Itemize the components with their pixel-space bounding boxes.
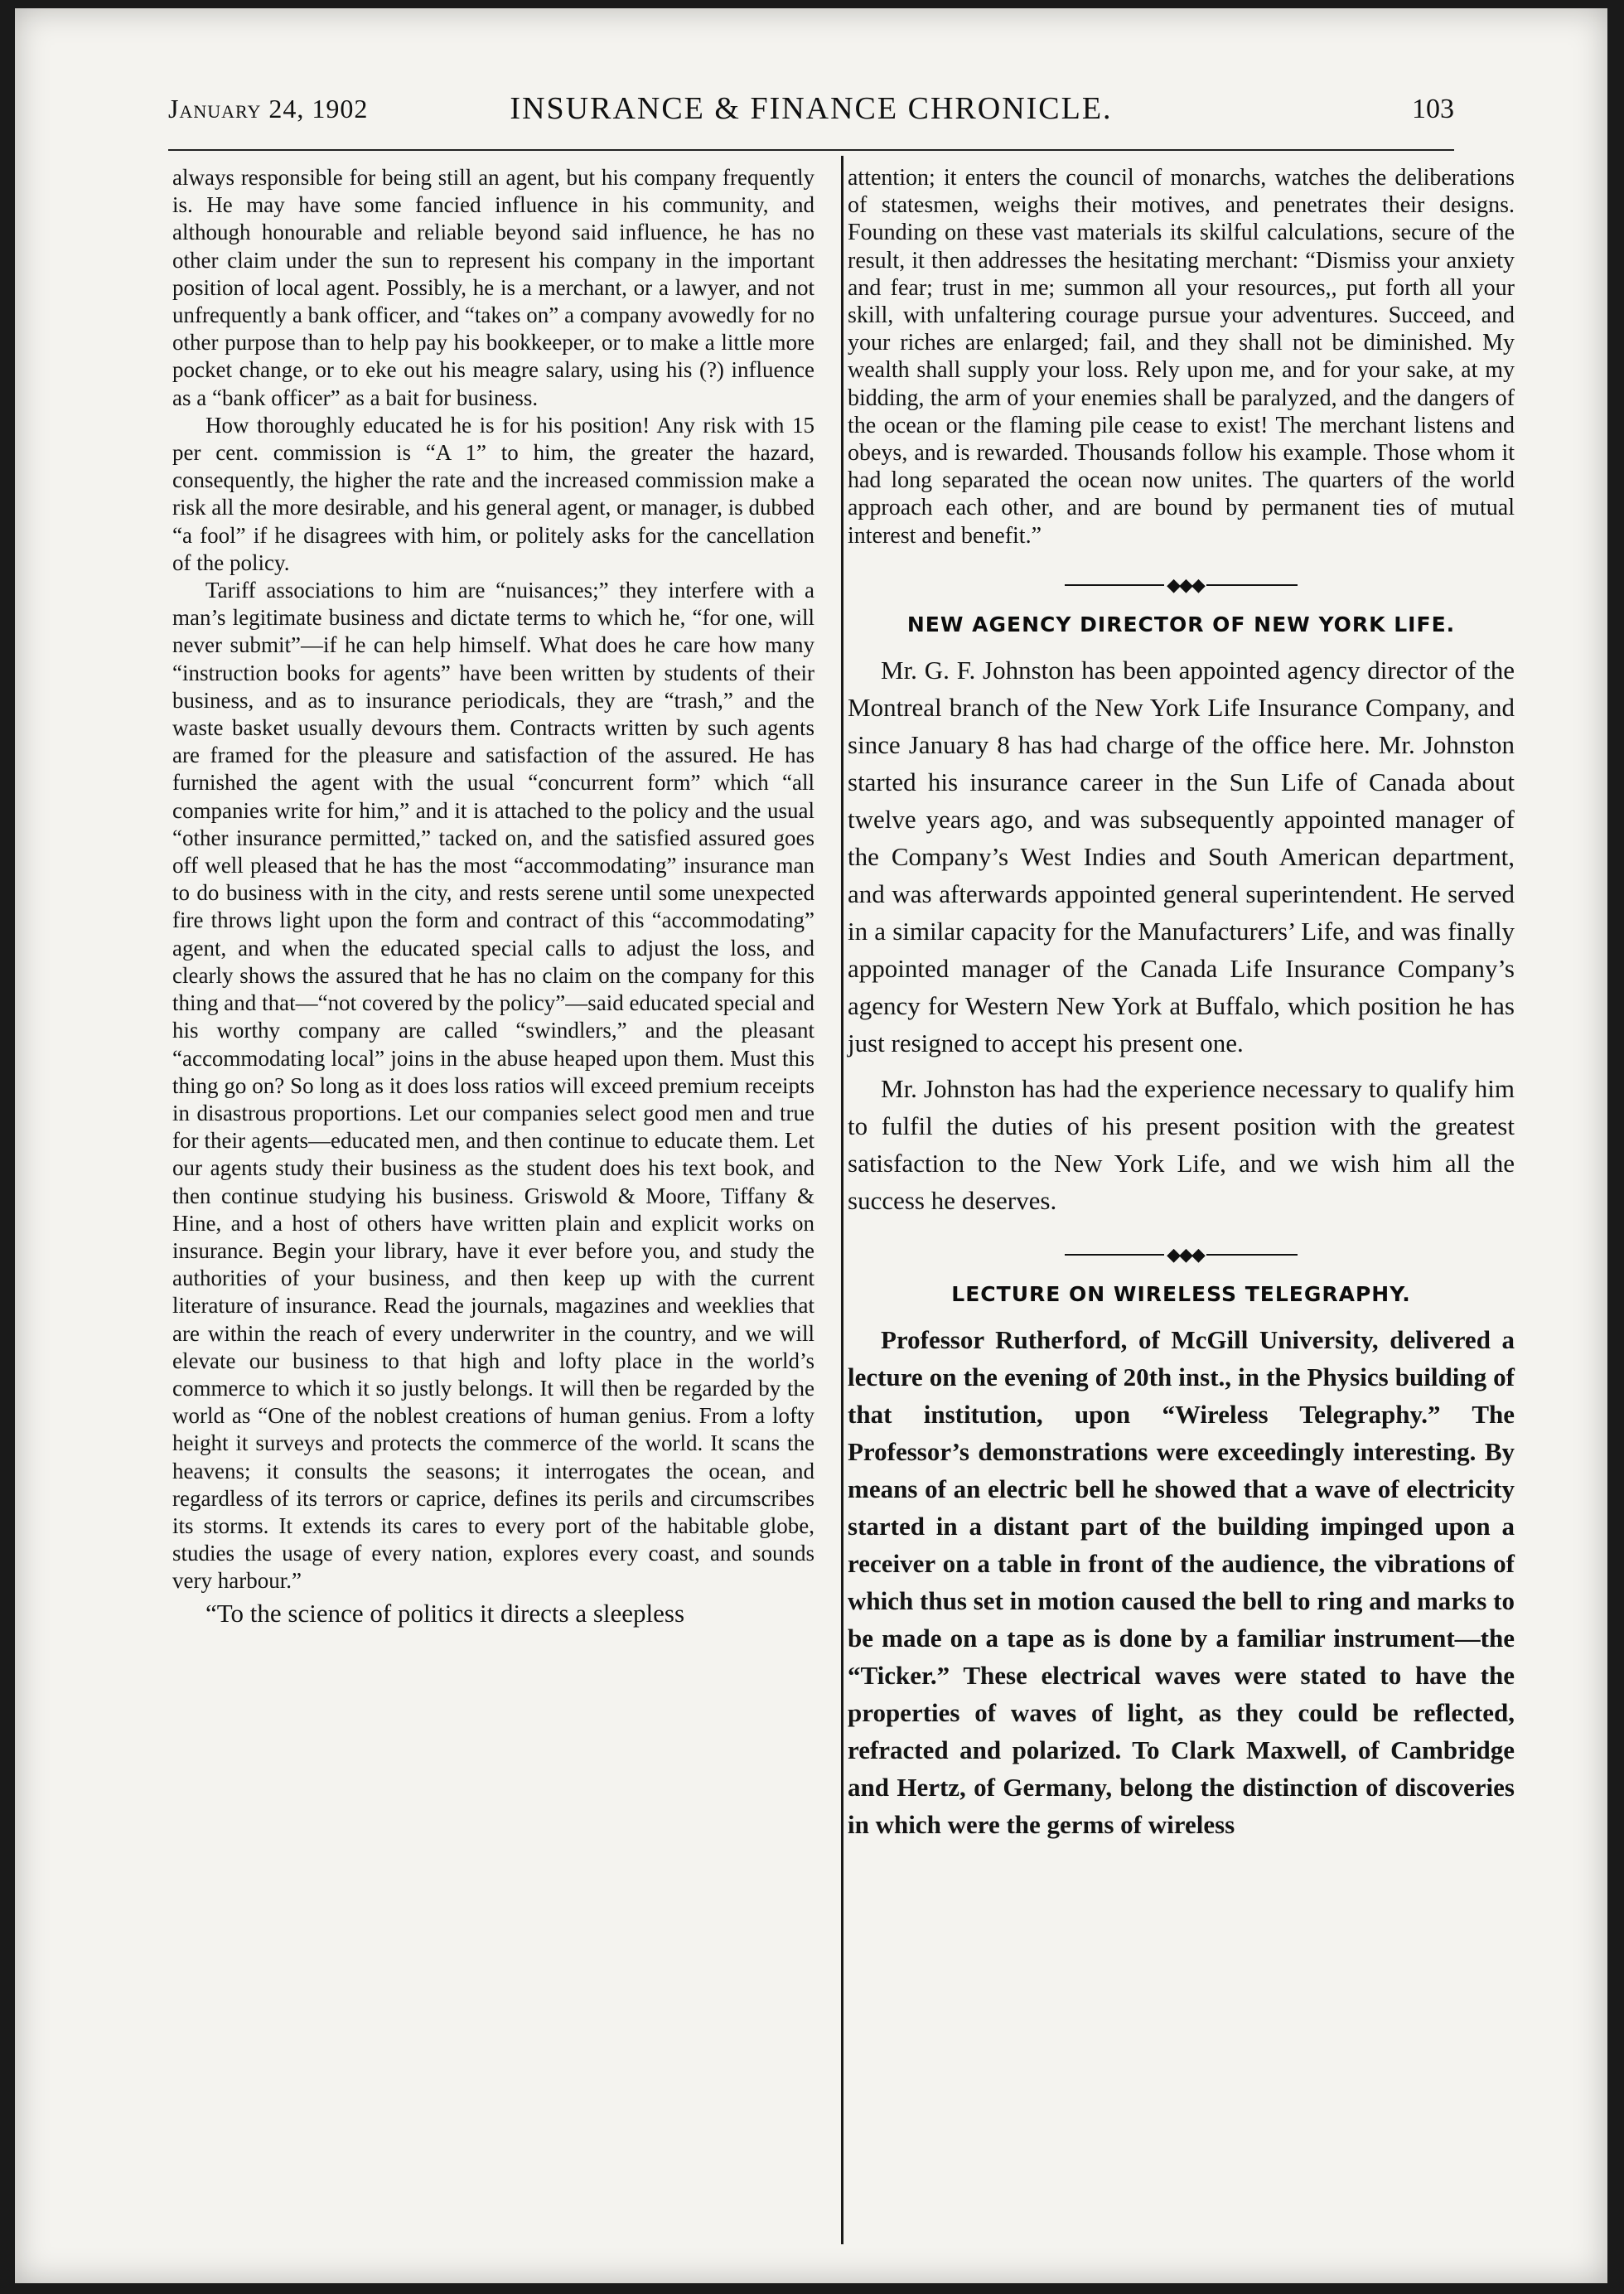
page-header [152,87,1471,137]
page-number: 103 [1412,94,1454,124]
right-continuation: attention; it enters the council of monarchs, watches the deliberations of statesmen, weighs their motives, and penetrates their designs. Founding on these vast materials its skilful calculations, secure of the result, it then addresses the hesitating merchant: “Dismiss your anxiety and fear; trust in me; summon all your resources,, put forth all your skill, with unfaltering courage pursue your adventures. Succeed, and your riches are enlarged; fail, and they shall not be diminished. My wealth shall supply your loss. Rely upon me, and for your sake, at my bidding, the arm of your enemies shall be paralyzed, and the dangers of the ocean or the flaming pile cease to exist! The merchant listens and obeys, and is rewarded. Thousands follow his example. Those whom it had long separated the ocean now unites. The quarters of the world approach each other, and are bound by permanent ties of mutual interest and benefit.” [848,165,1515,549]
left-paragraph-1: always responsible for being still an agent, but his company frequently is. He may have some fancied influence in his community, and although honourable and reliable beyond said influence, he has no other claim under the sun to represent his company in the important position of local agent. Possibly, he is a merchant, or a lawyer, and not unfrequently a bank officer, and “takes on” a company avowedly for no other purpose than to help pay his bookkeeper, or to make a little more pocket change, or to eke out his meagre salary, using his (?) influence as a “bank officer” as a bait for business. [172,165,814,410]
agency-paragraph-2: Mr. Johnston has had the experience necessary to qualify him to fulfil the duties of his present position with the greatest satisfaction to the New York Life, and we wish him all the success he deserves. [848,1073,1515,1215]
header-rule [168,149,1454,151]
section-ornament: ◆◆◆ [848,573,1515,596]
newspaper-page [15,8,1607,2283]
column-divider [841,156,843,2244]
left-final-line: “To the science of politics it directs a sleepless [205,1598,685,1628]
right-column [848,164,1515,1843]
issue-date: January 24, 1902 [168,94,369,123]
publication-title: INSURANCE & FINANCE CHRONICLE. [510,91,1113,126]
agency-paragraph-1: Mr. G. F. Johnston has been appointed agency director of the Montreal branch of the New York Life Insurance Company, and since January 8 has had charge of the office here. Mr. Johnston started his insurance career in the Sun Life of Canada about twelve years ago, and was subsequently appointed manager of the Company’s West Indies and South American department, and was afterwards appointed general superintendent. He served in a similar capacity for the Manufacturers’ Life, and was finally appointed manager of the Canada Life Insurance Company’s agency for Western New York at Buffalo, which position he has just resigned to accept his present one. [848,655,1515,1057]
left-paragraph-2: How thoroughly educated he is for his position! Any risk with 15 per cent. commission is “A 1” to him, the greater the hazard, consequently, the higher the rate and the increased commission make a risk all the more desirable, and his general agent, or manager, is dubbed “a fool” if he disagrees with him, or politely asks for the cancellation of the policy. [172,412,814,575]
wireless-article [848,1321,1515,1843]
agency-director-article [848,651,1515,1219]
section-heading-agency-director: NEW AGENCY DIRECTOR OF NEW YORK LIFE. [906,612,1456,636]
wireless-paragraph-1: Professor Rutherford, of McGill University, delivered a lecture on the evening of 20th inst., in the Physics building of that institution, upon “Wireless Telegraphy.” The Professor’s demonstrations were exceedingly interesting. By means of an electric bell he showed that a wave of electricity started in a distant part of the building impinged upon a receiver on a table in front of the audience, the vibrations of which thus set in motion caused the bell to ring and marks to be made on a tape as is done by a familiar instrument—the “Ticker.” These electrical waves were stated to have the properties of waves of light, as they could be reflected, refracted and polarized. To Clark Maxwell, of Cambridge and Hertz, of Germany, belong the distinction of discoveries in which were the germs of wireless [848,1324,1515,1839]
left-paragraph-3: Tariff associations to him are “nuisances;” they interfere with a man’s legitimate business and dictate terms to which he, “for one, will never submit”—if he can help himself. What does he care how many “instruction books for agents” have been written by students of their business, and as to insurance periodicals, they are “trash,” and the waste basket usually devours them. Contracts written by such agents are framed for the pleasure and satisfaction of the assured. He has furnished the agent with the usual “concurrent form” which “all companies write for him,” and it is attached to the policy and the usual “other insurance permitted,” tacked on, and the satisfied assured goes off well pleased that he has the most “accommodating” insurance man to do business with in the city, and rests serene until some unexpected fire throws light upon the form and contract of this “accommodating” agent, and when the educated special calls to adjust the loss, and clearly shows the assured that he has no claim on the company for this thing and that—“not covered by the policy”—said educated special and his worthy company are called “swindlers,” and the pleasant “accommodating local” joins in the abuse heaped upon them. Must this thing go on? So long as it does loss ratios will exceed premium receipts in disastrous proportions. Let our companies select good men and true for their agents—educated men, and then continue to educate them. Let our agents study their business as the student does his text book, and then continue studying his business. Griswold & Moore, Tiffany & Hine, and a host of others have written plain and explicit works on insurance. Begin your library, have it ever before you, and study the authorities of your business, and then keep up with the current literature of insurance. Read the journals, magazines and weeklies that are within the reach of every underwriter in the country, and we will elevate our business to that high and lofty place in the world’s commerce to which it so justly belongs. It will then be regarded by the world as “One of the noblest creations of human genius. From a lofty height it surveys and protects the commerce of the world. It scans the heavens; it consults the seasons; it interrogates the ocean, and regardless of its terrors or caprice, defines its perils and circumscribes its storms. It extends its cares to every port of the habitable globe, studies the usage of every nation, explores every coast, and sounds very harbour.” [172,578,814,1594]
left-column [172,164,814,1629]
section-heading-wireless: LECTURE ON WIRELESS TELEGRAPHY. [951,1281,1411,1306]
section-ornament: ◆◆◆ [848,1242,1515,1266]
